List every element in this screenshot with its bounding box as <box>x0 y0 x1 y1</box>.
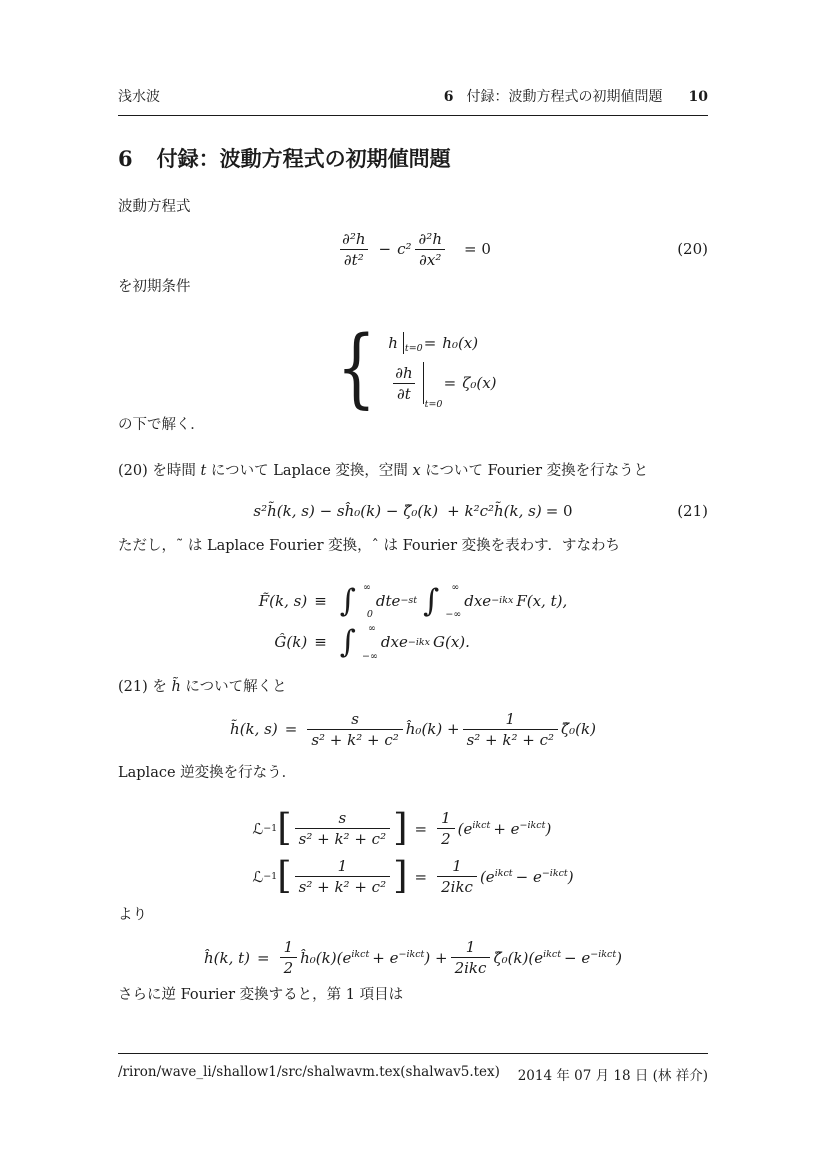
fraction-denominator: ∂t <box>393 383 415 403</box>
header-section-number: 6 <box>443 89 454 105</box>
integral-upper-limit: ∞ <box>451 581 460 593</box>
fraction-numerator: 1 <box>283 938 294 957</box>
laplace-fourier-rhs <box>307 581 568 621</box>
page-footer <box>118 1053 708 1084</box>
footer-date-author: 2014 年 07 月 18 日 (林 祥介) <box>517 1068 708 1084</box>
fraction-numerator: ∂²h <box>342 229 366 248</box>
fraction-dx <box>415 230 446 269</box>
equation-tag: (20) <box>677 240 708 259</box>
page-content <box>118 86 708 1005</box>
text-segment: について Laplace 変換，空間 <box>206 462 413 479</box>
close-paren: ) <box>616 948 623 967</box>
fraction-dhdt <box>391 364 416 403</box>
initial-conditions <box>118 317 708 418</box>
solution-lhs: h̃(k, s) <box>230 720 278 739</box>
equals-sign: = <box>443 374 457 393</box>
equals-sign: = <box>414 819 428 838</box>
fraction-numerator: ∂h <box>395 363 413 382</box>
fraction-s-over-poly <box>307 710 402 749</box>
text-segment: は Fourier 変換を表わす．すなわち <box>378 537 620 554</box>
paren-e: (e <box>479 867 495 886</box>
exponent: −ikct <box>590 948 617 960</box>
h0-term: ĥ₀(k) + <box>405 720 460 739</box>
evaluation-subscript: t=0 <box>424 399 443 411</box>
fraction-numerator: 1 <box>441 809 451 828</box>
laplace-fourier-lhs: F̃(k, s) <box>258 591 308 610</box>
initial-height: h₀(x) <box>442 334 479 353</box>
section-title: 付録：波動方程式の初期値問題 <box>156 147 451 171</box>
left-brace: { <box>337 317 377 418</box>
integral-lower-limit: −∞ <box>362 650 378 662</box>
laplace-inverse-lhs-2: ℒ −1 [ $\frac{1}{\text{s² + k² + c²}}$ ] <box>252 853 408 897</box>
exponent: −ikct <box>541 867 568 879</box>
inline-math-htilde: h̃ <box>171 678 181 695</box>
paragraph-inverse-fourier: さらに逆 Fourier 変換すると，第 1 項目は <box>118 987 404 1004</box>
second-term <box>493 949 622 967</box>
fraction-numerator: s <box>338 809 347 828</box>
transform-definitions <box>118 581 708 662</box>
fraction-numerator: 1 <box>465 938 476 957</box>
integral-lower-limit: 0 <box>366 609 373 621</box>
text-segment: について解くと <box>180 678 287 695</box>
exponent: −ikct <box>398 948 425 960</box>
laplace-operator: ℒ <box>252 819 264 838</box>
section-heading <box>118 143 708 173</box>
text-segment: ただし， <box>118 537 176 554</box>
paragraph-laplace-inverse: Laplace 逆変換を行なう． <box>118 764 297 781</box>
inline-math-t: t <box>200 462 207 479</box>
exponent: −st <box>400 595 418 607</box>
integral-sign: ∫ <box>423 582 440 619</box>
integral-upper-limit: ∞ <box>368 623 376 635</box>
integrand: dxe <box>464 591 492 610</box>
header-section-ref <box>444 86 663 106</box>
initial-velocity: ζ₀(x) <box>462 374 497 393</box>
exponent: −ikct <box>519 819 546 831</box>
evaluation-bar-group <box>423 362 444 411</box>
paragraph-transforms <box>118 462 708 481</box>
integral-space <box>423 581 462 621</box>
fraction-denominator: s² + k² + c² <box>295 828 390 848</box>
fourier-rhs <box>307 623 567 662</box>
equiv-sign: ≡ <box>314 591 327 610</box>
fraction-denominator: s² + k² + c² <box>307 729 402 749</box>
equation-tag: (21) <box>677 501 708 520</box>
minus-e: − e <box>564 948 591 967</box>
fraction-denominator: ∂x² <box>415 249 445 269</box>
operator-exponent: −1 <box>263 871 278 883</box>
fraction-numerator: ∂²h <box>418 229 442 248</box>
exponential-sum <box>458 820 552 838</box>
integral-space <box>339 623 378 662</box>
aligned-equations <box>252 805 574 897</box>
exponential-difference <box>480 868 574 886</box>
fraction-dt <box>338 230 369 269</box>
function-f: F(x, t), <box>516 591 568 610</box>
integral-sign: ∫ <box>339 624 356 661</box>
paragraph-yori: より <box>118 907 147 924</box>
integral-time <box>339 581 373 621</box>
exponent: ikct <box>494 867 513 879</box>
fraction-numerator: 1 <box>505 709 516 728</box>
tilde-accent: ˜ <box>176 537 184 554</box>
equiv-sign: ≡ <box>314 633 327 652</box>
fraction-denominator: s² + k² + c² <box>463 729 558 749</box>
minus-e: − e <box>515 867 542 886</box>
evaluation-bar <box>423 362 424 404</box>
integral-upper-limit: ∞ <box>363 581 371 593</box>
function-g: G(x). <box>433 633 470 652</box>
h0-factor: ĥ₀(k)(e <box>300 948 352 967</box>
exponent: −ikx <box>491 595 514 607</box>
hhat-lhs: ĥ(k, t) <box>203 948 250 967</box>
integrand: dte <box>375 591 401 610</box>
fraction-denominator: 2ikc <box>437 876 477 896</box>
solution-equation <box>118 710 708 749</box>
exponent: ikct <box>472 819 491 831</box>
equation-21-rhs: + k²c²h̃(k, s) <box>447 501 542 520</box>
condition-row-h <box>388 332 478 354</box>
fraction-one-over-2ikc <box>451 938 491 977</box>
fraction-one-over-poly <box>463 710 558 749</box>
text-segment: (20) を時間 <box>118 462 201 479</box>
paragraph-wave-equation: 波動方程式 <box>118 199 191 215</box>
equation-20 <box>118 230 708 269</box>
plus-e: + e <box>493 819 520 838</box>
equals-sign: = <box>257 948 270 967</box>
variable-h: h <box>388 334 398 353</box>
fraction-denominator: ∂t² <box>340 249 368 269</box>
close-plus: ) + <box>424 948 448 967</box>
laplace-inverse-equations <box>118 805 708 897</box>
zeta0-term: ζ̂₀(k) <box>561 720 596 739</box>
evaluation-bar <box>403 332 404 354</box>
h-hat-equation <box>118 938 708 977</box>
equals-sign: = <box>423 334 437 353</box>
laplace-inverse-lhs-1: ℒ −1 [ $\frac{s}{\text{s² + k² + c²}}$ ] <box>252 805 408 849</box>
fraction-denominator: 2 <box>280 957 298 977</box>
fraction-one-over-poly <box>295 857 390 896</box>
zeta0-factor: ζ̂₀(k)(e <box>493 948 544 967</box>
exponent: ikct <box>351 948 370 960</box>
fraction-one-over-2ikc <box>437 857 477 896</box>
paragraph-solve-21 <box>118 678 708 697</box>
coefficient-c2: c² <box>397 240 412 259</box>
fraction-numerator: 1 <box>452 857 462 876</box>
close-paren: ) <box>567 867 574 886</box>
equation-21-lhs: s²h̃(k, s) − sĥ₀(k) − ζ̂₀(k) <box>253 501 439 520</box>
aligned-equations <box>258 581 568 662</box>
laplace-inverse-rhs-2 <box>408 857 574 896</box>
equals-sign: = <box>284 720 298 739</box>
integral-lower-limit: −∞ <box>445 609 462 621</box>
text-segment: は Laplace Fourier 変換， <box>183 537 372 554</box>
conditions-column <box>388 332 497 411</box>
running-header <box>118 86 708 116</box>
laplace-inverse-rhs-1 <box>408 809 574 848</box>
equals-sign: = <box>414 867 428 886</box>
fraction-denominator: 2ikc <box>451 957 491 977</box>
header-section-title: 付録：波動方程式の初期値問題 <box>466 89 663 105</box>
fraction-numerator: s <box>351 709 359 728</box>
integrand: dxe <box>380 633 408 652</box>
section-number: 6 <box>118 146 133 171</box>
paragraph-solve-under: の下で解く． <box>118 417 205 434</box>
operator-exponent: −1 <box>263 823 278 835</box>
plus-e: + e <box>372 948 399 967</box>
integral-sign: ∫ <box>339 582 356 619</box>
text-segment: (21) を <box>118 678 172 695</box>
paragraph-initial-condition-lead: を初期条件 <box>118 278 191 295</box>
minus-operator: − <box>378 240 392 259</box>
text-segment: について Fourier 変換を行なうと <box>420 462 649 479</box>
fraction-denominator: 2 <box>437 828 455 848</box>
condition-row-dhdt <box>388 362 497 411</box>
footer-file-path: /riron/wave_li/shallow1/src/shalwavm.tex(shalwav5.tex) <box>118 1064 500 1080</box>
fraction-denominator: s² + k² + c² <box>295 876 390 896</box>
header-doc-title: 浅水波 <box>118 89 160 105</box>
fourier-lhs: Ĝ(k) <box>274 633 308 652</box>
first-term <box>300 949 447 967</box>
header-right-group <box>444 86 708 106</box>
equals-zero: = 0 <box>545 501 573 520</box>
close-paren: ) <box>545 819 552 838</box>
equals-zero: = 0 <box>463 240 491 259</box>
laplace-operator: ℒ <box>252 867 264 886</box>
exponent: −ikx <box>407 636 430 648</box>
equation-21 <box>118 502 708 520</box>
fraction-half <box>280 938 298 977</box>
inline-math-x: x <box>412 462 421 479</box>
evaluation-subscript: t=0 <box>404 342 423 354</box>
paren-e: (e <box>457 819 473 838</box>
exponent: ikct <box>543 948 562 960</box>
fraction-half <box>437 809 455 848</box>
hat-accent: ˆ <box>371 537 379 554</box>
fraction-s-over-poly <box>295 809 390 848</box>
paragraph-notation <box>118 537 708 556</box>
fraction-numerator: 1 <box>337 857 348 876</box>
header-page-number: 10 <box>688 89 708 105</box>
